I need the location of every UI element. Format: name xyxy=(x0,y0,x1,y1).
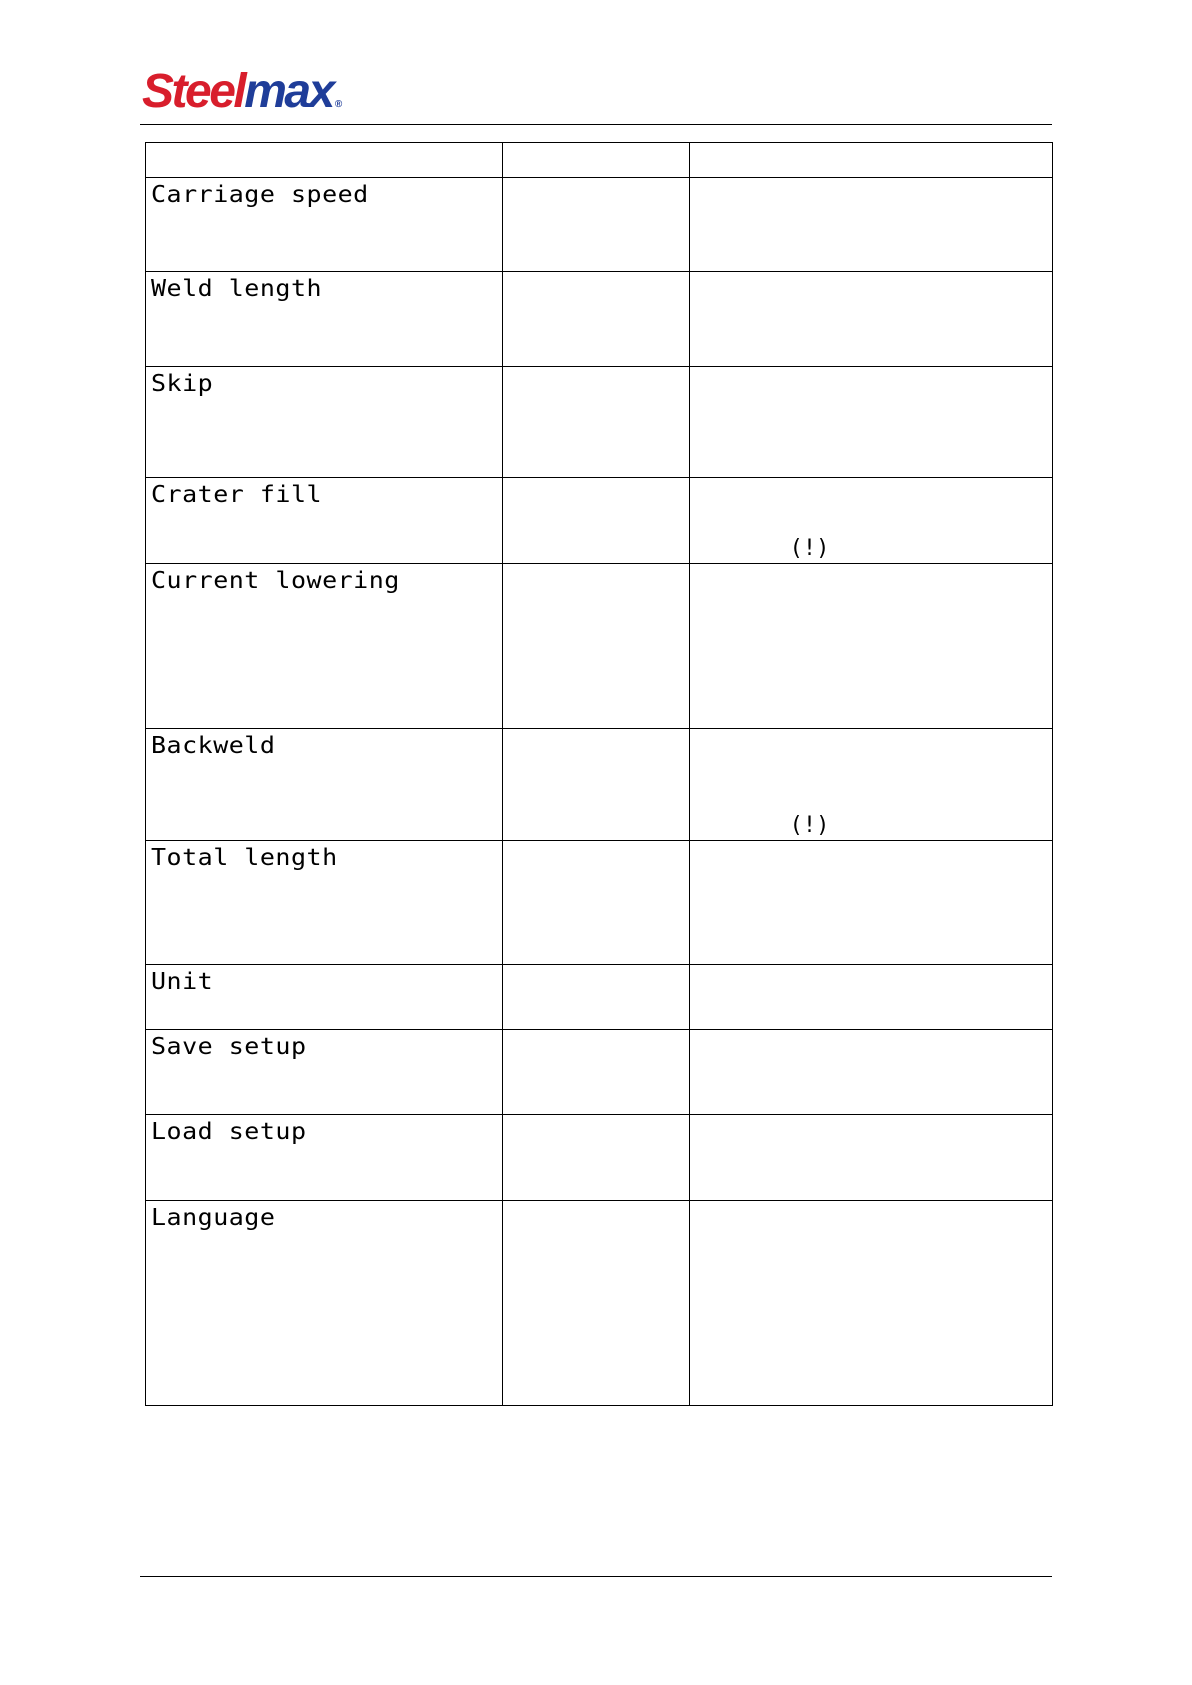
menu-item-cell xyxy=(146,1030,503,1115)
value-cell xyxy=(503,272,689,367)
value-cell xyxy=(503,178,689,272)
table-row xyxy=(146,965,1053,1030)
description-cell xyxy=(689,478,1052,564)
menu-settings-table xyxy=(145,142,1053,1406)
menu-item-cell xyxy=(146,564,503,729)
value-cell xyxy=(503,729,689,841)
description-cell xyxy=(689,1115,1052,1201)
footer-rule xyxy=(140,1576,1052,1577)
description-cell xyxy=(689,729,1052,841)
steelmax-logo xyxy=(142,65,343,118)
description-cell xyxy=(689,367,1052,478)
table-row xyxy=(146,729,1053,841)
description-cell xyxy=(689,564,1052,729)
menu-item-cell xyxy=(146,729,503,841)
menu-item-label: Carriage speed xyxy=(151,180,369,208)
header-cell-1 xyxy=(146,143,503,178)
table-row xyxy=(146,367,1053,478)
registered-mark: ® xyxy=(334,99,343,110)
value-cell xyxy=(503,841,689,965)
menu-item-label: Unit xyxy=(151,967,214,995)
menu-item-label: Backweld xyxy=(151,731,276,759)
logo-steel-text: Steel xyxy=(142,65,245,118)
menu-item-label: Load setup xyxy=(151,1117,307,1145)
warning-note: (!) xyxy=(789,813,830,838)
description-cell xyxy=(689,1030,1052,1115)
value-cell xyxy=(503,965,689,1030)
description-cell xyxy=(689,178,1052,272)
menu-item-label: Current lowering xyxy=(151,566,400,594)
menu-item-label: Total length xyxy=(151,843,338,871)
value-cell xyxy=(503,1030,689,1115)
value-cell xyxy=(503,564,689,729)
menu-item-label: Weld length xyxy=(151,274,323,302)
menu-item-label: Save setup xyxy=(151,1032,307,1060)
warning-note: (!) xyxy=(789,536,830,561)
menu-item-label: Language xyxy=(151,1203,276,1231)
logo-max-text: max xyxy=(244,65,333,118)
table-row xyxy=(146,1201,1053,1406)
menu-item-cell xyxy=(146,841,503,965)
table-row xyxy=(146,1030,1053,1115)
table-header-row xyxy=(146,143,1053,178)
value-cell xyxy=(503,367,689,478)
table-row xyxy=(146,178,1053,272)
description-cell xyxy=(689,272,1052,367)
menu-item-cell xyxy=(146,965,503,1030)
table-row xyxy=(146,272,1053,367)
header-cell-3 xyxy=(689,143,1052,178)
menu-item-cell xyxy=(146,478,503,564)
table-row xyxy=(146,841,1053,965)
value-cell xyxy=(503,1201,689,1406)
menu-item-label: Skip xyxy=(151,369,214,397)
value-cell xyxy=(503,478,689,564)
header-rule xyxy=(140,124,1052,125)
description-cell xyxy=(689,965,1052,1030)
menu-item-label: Crater fill xyxy=(151,480,323,508)
table-row xyxy=(146,478,1053,564)
value-cell xyxy=(503,1115,689,1201)
header-cell-2 xyxy=(503,143,689,178)
menu-item-cell xyxy=(146,1201,503,1406)
menu-item-cell xyxy=(146,367,503,478)
description-cell xyxy=(689,841,1052,965)
menu-item-cell xyxy=(146,272,503,367)
table-row xyxy=(146,564,1053,729)
description-cell xyxy=(689,1201,1052,1406)
menu-item-cell xyxy=(146,1115,503,1201)
menu-item-cell xyxy=(146,178,503,272)
table-row xyxy=(146,1115,1053,1201)
